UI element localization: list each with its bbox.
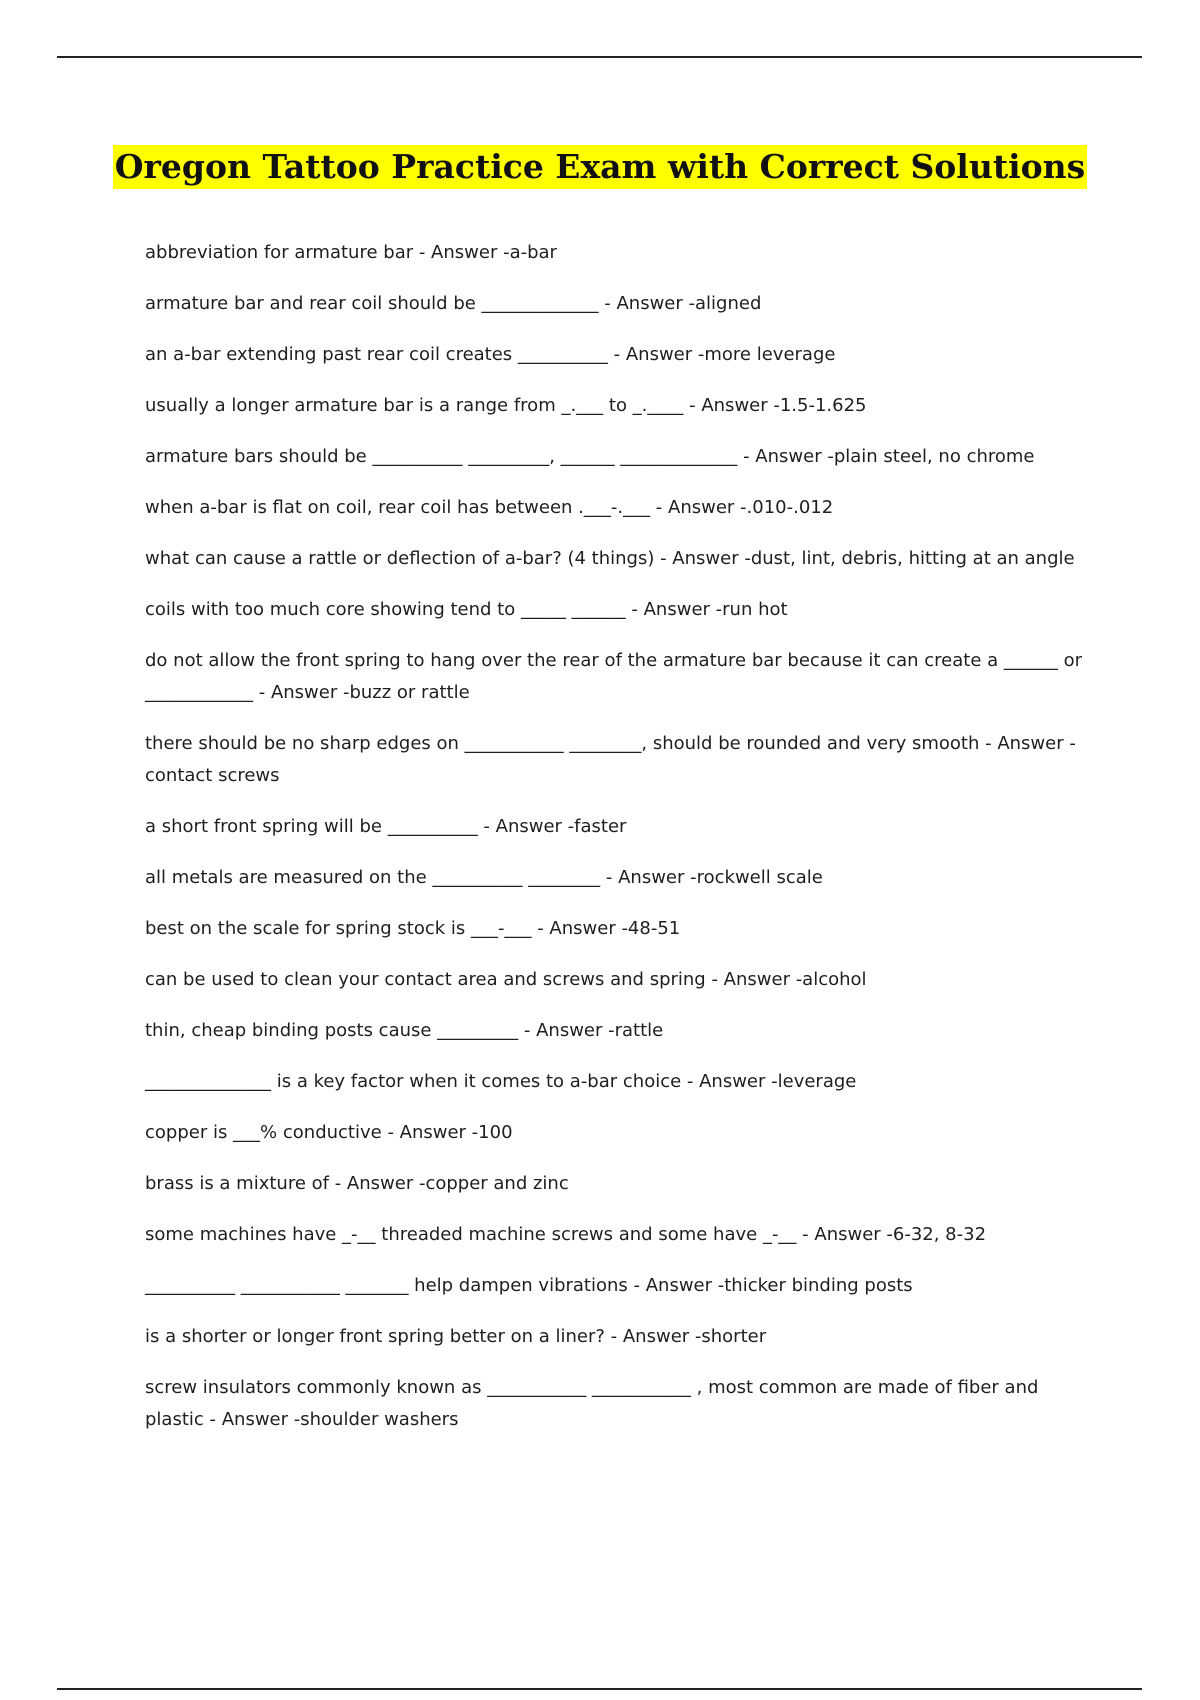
title-container xyxy=(0,145,1200,189)
qa-item: an a-bar extending past rear coil creates __________ - Answer -more leverage xyxy=(145,344,836,365)
document-title: Oregon Tattoo Practice Exam with Correct Solutions xyxy=(113,145,1087,189)
qa-item: best on the scale for spring stock is ___-___ - Answer -48-51 xyxy=(145,918,681,939)
qa-item: do not allow the front spring to hang over the rear of the armature bar because it can create a ______ or ____________ - Answer -buzz or rattle xyxy=(145,650,1083,703)
top-rule xyxy=(57,56,1142,58)
qa-item: __________ ___________ _______ help dampen vibrations - Answer -thicker binding posts xyxy=(145,1275,913,1296)
qa-item: what can cause a rattle or deflection of a-bar? (4 things) - Answer -dust, lint, debris, hitting at an angle xyxy=(145,548,1075,569)
qa-item: is a shorter or longer front spring better on a liner? - Answer -shorter xyxy=(145,1326,767,1347)
qa-item: when a-bar is flat on coil, rear coil has between .___-.___ - Answer -.010-.012 xyxy=(145,497,834,518)
qa-item: can be used to clean your contact area and screws and spring - Answer -alcohol xyxy=(145,969,867,990)
qa-item: usually a longer armature bar is a range from _.___ to _.____ - Answer -1.5-1.625 xyxy=(145,395,867,416)
qa-item: armature bar and rear coil should be _____________ - Answer -aligned xyxy=(145,293,762,314)
qa-item: armature bars should be __________ _________, ______ _____________ - Answer -plain steel, no chrome xyxy=(145,446,1035,467)
qa-item: thin, cheap binding posts cause _________ - Answer -rattle xyxy=(145,1020,664,1041)
qa-item: there should be no sharp edges on ___________ ________, should be rounded and very smooth - Answer -contact screws xyxy=(145,733,1076,786)
qa-list xyxy=(145,237,1095,1455)
qa-item: some machines have _-__ threaded machine screws and some have _-__ - Answer -6-32, 8-32 xyxy=(145,1224,987,1245)
qa-item: abbreviation for armature bar - Answer -a-bar xyxy=(145,242,557,263)
qa-item: ______________ is a key factor when it comes to a-bar choice - Answer -leverage xyxy=(145,1071,857,1092)
qa-item: all metals are measured on the __________ ________ - Answer -rockwell scale xyxy=(145,867,823,888)
qa-item: coils with too much core showing tend to _____ ______ - Answer -run hot xyxy=(145,599,788,620)
qa-item: screw insulators commonly known as ___________ ___________ , most common are made of fiber and plastic - Answer -shoulder washers xyxy=(145,1377,1039,1430)
bottom-rule xyxy=(57,1688,1142,1690)
qa-item: brass is a mixture of - Answer -copper and zinc xyxy=(145,1173,569,1194)
qa-item: a short front spring will be __________ - Answer -faster xyxy=(145,816,627,837)
qa-item: copper is ___% conductive - Answer -100 xyxy=(145,1122,513,1143)
